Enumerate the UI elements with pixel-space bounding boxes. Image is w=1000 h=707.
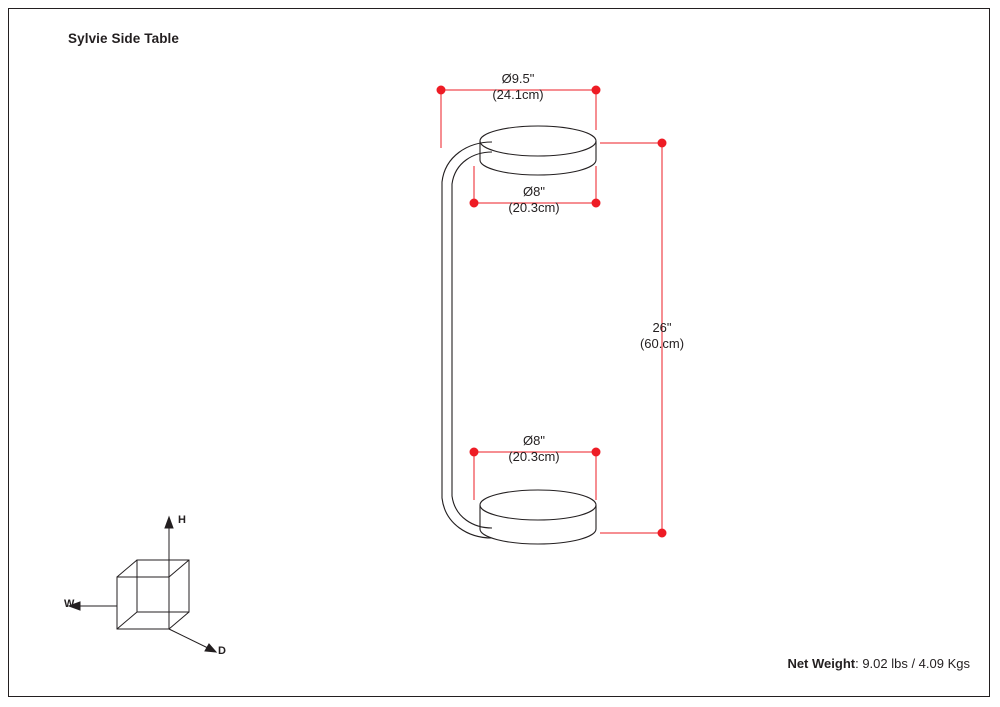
axis-label-width: W <box>64 598 75 610</box>
dim-value-metric: (60.cm) <box>639 336 685 352</box>
axis-arrowhead-depth <box>205 644 216 652</box>
top-disc-top-face <box>480 126 596 156</box>
axis-cube-edge <box>169 612 189 629</box>
net-weight <box>787 656 970 671</box>
dim-dot <box>592 86 600 94</box>
axis-cube-edge <box>117 612 137 629</box>
dim-value-imperial: 26" <box>652 320 672 335</box>
dim-value-metric: (20.3cm) <box>508 200 560 216</box>
axis-arrowhead-height <box>165 517 173 528</box>
dim-label-top-outer-diameter <box>463 71 573 104</box>
dim-value-imperial: Ø8" <box>523 184 545 199</box>
dim-value-imperial: Ø9.5" <box>501 71 535 86</box>
dim-dot <box>592 199 600 207</box>
axis-arrow-depth <box>169 629 212 650</box>
dim-dot <box>658 139 666 147</box>
bottom-disc-top-face <box>480 490 596 520</box>
axis-cube-edge <box>169 560 189 577</box>
net-weight-label: Net Weight <box>787 656 856 671</box>
dim-value-imperial: Ø8" <box>523 433 545 448</box>
axis-cube-back-face <box>137 560 189 612</box>
dim-label-overall-height <box>618 320 706 353</box>
net-weight-value: : 9.02 lbs / 4.09 Kgs <box>855 656 970 671</box>
dim-dot <box>437 86 445 94</box>
axis-label-height: H <box>178 514 186 526</box>
page-title: Sylvie Side Table <box>68 31 179 46</box>
dim-label-top-inner-diameter <box>479 184 589 217</box>
dim-dot <box>470 199 478 207</box>
dim-value-metric: (20.3cm) <box>508 449 560 465</box>
axis-cube-front-face <box>117 577 169 629</box>
dim-dot <box>470 448 478 456</box>
axis-label-depth: D <box>218 645 226 657</box>
axis-cube-edge <box>117 560 137 577</box>
dim-dot <box>592 448 600 456</box>
dim-value-metric: (24.1cm) <box>492 87 544 103</box>
bottom-disc-bottom-face <box>480 529 596 544</box>
top-disc-bottom-face <box>480 160 596 175</box>
dim-label-bottom-diameter <box>479 433 589 466</box>
dim-dot <box>658 529 666 537</box>
